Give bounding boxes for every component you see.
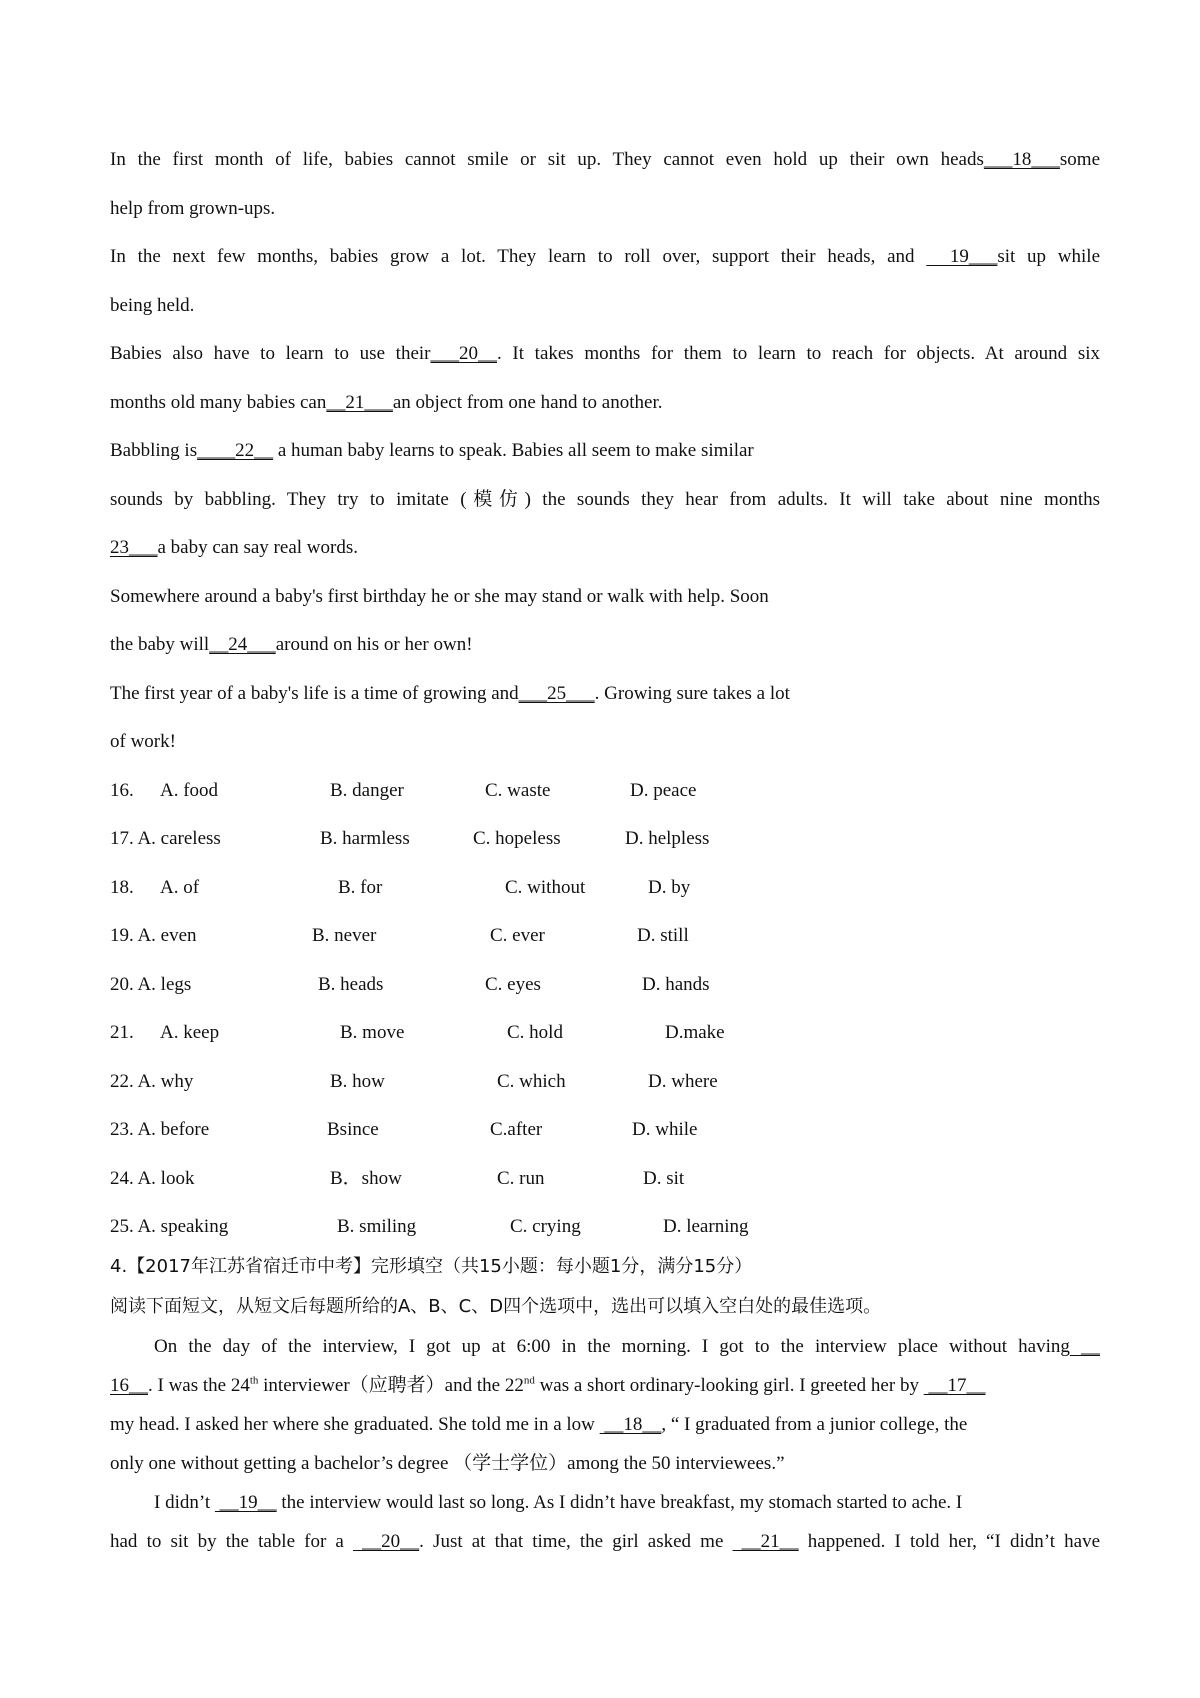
blank-17: __17__ <box>923 1375 986 1396</box>
option-choice: A. careless <box>137 828 221 849</box>
option-choice: B. harmless <box>320 828 410 849</box>
option-choice: A. why <box>137 1070 194 1092</box>
option-choice: C. ever <box>490 925 545 946</box>
passage-line <box>110 1491 1100 1530</box>
option-choice: D. still <box>637 925 689 946</box>
option-row <box>110 876 1100 925</box>
text: a human baby learns to speak. Babies all seem to make similar <box>273 440 754 461</box>
text: . It takes months for them to learn to reach for objects. At around six <box>496 343 1100 364</box>
text: The first year of a baby's life is a time of growing and <box>110 682 519 704</box>
blank-20: __20__ <box>353 1531 420 1552</box>
passage-line <box>110 148 1100 197</box>
text: In the first month of life, babies cannot smile or sit up. They cannot even hold up their own heads <box>110 149 984 170</box>
blank-19: 19___ <box>926 246 998 267</box>
passage-line: help from grown-ups. <box>110 197 276 219</box>
passage-line <box>110 439 1100 488</box>
option-choice: B. smiling <box>337 1216 417 1237</box>
passage-line <box>110 633 1100 682</box>
blank: __ <box>1069 1336 1100 1357</box>
option-row <box>110 973 1100 1022</box>
text: interviewer（应聘者）and the 22 <box>258 1375 524 1396</box>
option-choice: C. crying <box>510 1216 581 1237</box>
option-choice: C. which <box>497 1070 566 1092</box>
text: happened. I told her, “I didn’t have <box>798 1531 1101 1552</box>
text: the interview would last so long. As I didn’t have breakfast, my stomach started to ache. I <box>276 1492 963 1513</box>
option-choice: A. legs <box>137 973 192 995</box>
option-choice: D. where <box>648 1070 718 1092</box>
cloze-section-4 <box>110 1255 1100 1569</box>
text: had to sit by the table for a <box>110 1531 354 1552</box>
text: In the next few months, babies grow a lot. They learn to roll over, support their heads, and <box>110 246 927 267</box>
option-number: 22. <box>110 1070 134 1092</box>
section-instruction: 阅读下面短文，从短文后每题所给的A、B、C、D四个选项中，选出可以填入空白处的最佳选项。 <box>110 1296 882 1317</box>
option-choice: A. food <box>160 779 219 801</box>
text: . I was the 24 <box>148 1375 250 1396</box>
passage-line <box>110 391 1100 440</box>
option-choice: A. speaking <box>137 1216 229 1237</box>
option-choice: B. for <box>338 876 383 898</box>
option-row <box>110 924 1100 973</box>
option-choice: D. learning <box>663 1216 749 1237</box>
text: . Growing sure takes a lot <box>594 682 790 704</box>
blank-25: ___25___ <box>518 682 595 704</box>
option-label-group <box>110 1118 209 1142</box>
option-choice: Bsince <box>327 1119 379 1140</box>
option-choice: C. hopeless <box>473 828 561 849</box>
text: an object from one hand to another. <box>392 391 663 413</box>
option-choice: D. hands <box>642 973 710 995</box>
option-label-group <box>110 1215 228 1239</box>
option-choice: B. heads <box>318 973 384 995</box>
cloze-passage-1 <box>110 148 1100 1264</box>
passage-line <box>110 245 1100 294</box>
option-row <box>110 779 1100 828</box>
option-choice: D.make <box>665 1022 725 1043</box>
option-number: 25. <box>110 1216 134 1237</box>
blank-18: __18__ <box>599 1414 662 1435</box>
passage-line <box>110 1335 1100 1374</box>
text: around on his or her own! <box>275 634 473 655</box>
option-choice: B. never <box>312 925 377 946</box>
text: , “ I graduated from a junior college, the <box>661 1414 968 1435</box>
blank-21: __21___ <box>326 391 393 413</box>
passage-line <box>110 1530 1100 1569</box>
option-choice: A. keep <box>160 1022 220 1043</box>
section-heading: 4.【2017年江苏省宿迁市中考】完形填空（共15小题：每小题1分，满分15分） <box>110 1256 753 1277</box>
option-choice: B. move <box>340 1022 405 1043</box>
blank-22: ____22__ <box>197 440 274 461</box>
option-row <box>110 1167 1100 1216</box>
superscript: th <box>249 1374 259 1387</box>
blank-21: __21__ <box>732 1531 799 1552</box>
text: some <box>1059 149 1100 170</box>
option-choice: C. eyes <box>485 973 541 995</box>
blank-23: 23___ <box>110 537 158 558</box>
superscript: nd <box>523 1374 535 1387</box>
passage-line: of work! <box>110 731 176 752</box>
passage-line <box>110 536 1100 585</box>
option-choice: C. without <box>505 876 586 898</box>
text: months old many babies can <box>110 391 327 413</box>
option-row <box>110 1021 1100 1070</box>
option-label-group <box>110 1167 194 1191</box>
option-number: 21. <box>110 1022 134 1043</box>
text: my head. I asked her where she graduated. She told me in a low <box>110 1414 600 1435</box>
text: a baby can say real words. <box>157 537 358 558</box>
option-row <box>110 1070 1100 1119</box>
option-choice: A. before <box>137 1119 210 1140</box>
passage-line: being held. <box>110 294 195 316</box>
option-choice: B. danger <box>330 779 404 801</box>
text: the baby will <box>110 634 210 655</box>
blank-16: 16__ <box>110 1375 148 1396</box>
passage-line <box>110 682 1100 731</box>
passage-line <box>110 1413 1100 1452</box>
option-choice: D. peace <box>630 779 697 801</box>
text: was a short ordinary-looking girl. I greeted her by <box>534 1375 924 1396</box>
option-choice: C. waste <box>485 779 551 801</box>
option-choice: D. while <box>632 1119 698 1140</box>
option-number: 16. <box>110 779 134 801</box>
option-label-group <box>110 827 221 851</box>
option-row <box>110 827 1100 876</box>
option-number: 19. <box>110 925 134 946</box>
blank-18: ___18___ <box>983 149 1060 170</box>
option-number: 24. <box>110 1167 134 1189</box>
option-choice: A. even <box>137 925 197 946</box>
text: I didn’t <box>154 1492 215 1513</box>
text: Babbling is <box>110 440 198 461</box>
option-choice: A. of <box>160 876 200 898</box>
option-choice: A. look <box>137 1167 195 1189</box>
option-choice: C. run <box>497 1167 545 1189</box>
option-number: 20. <box>110 973 134 995</box>
blank-24: __24___ <box>209 634 276 655</box>
passage-line <box>110 342 1100 391</box>
passage-line <box>110 1374 1100 1413</box>
option-choice: D. by <box>648 876 691 898</box>
option-label-group <box>110 973 191 997</box>
option-number: 18. <box>110 876 134 898</box>
option-number: 23. <box>110 1119 134 1140</box>
text: . Just at that time, the girl asked me <box>419 1531 733 1552</box>
option-row <box>110 1118 1100 1167</box>
blank-19: __19__ <box>214 1492 277 1513</box>
text: Babies also have to learn to use their <box>110 343 431 364</box>
option-number: 17. <box>110 828 134 849</box>
text: On the day of the interview, I got up at 6:00 in the morning. I got to the interview place without having <box>154 1336 1070 1357</box>
answer-options <box>110 779 1100 1264</box>
option-choice: D. sit <box>643 1167 685 1189</box>
option-choice: B. how <box>330 1070 385 1092</box>
option-label-group <box>110 924 197 948</box>
option-choice: C.after <box>490 1119 543 1140</box>
blank-20: ___20__ <box>430 343 497 364</box>
passage-line: sounds by babbling. They try to imitate (模仿) the sounds they hear from adults. It will take about nine months <box>110 488 1100 510</box>
passage-line: only one without getting a bachelor’s degree （学士学位）among the 50 interviewees.” <box>110 1453 785 1474</box>
option-choice: C. hold <box>507 1022 563 1043</box>
text: sit up while <box>997 246 1101 267</box>
option-label-group <box>110 1070 193 1094</box>
option-choice: B．show <box>330 1167 402 1189</box>
option-choice: D. helpless <box>625 828 710 849</box>
passage-line: Somewhere around a baby's first birthday he or she may stand or walk with help. Soon <box>110 585 769 607</box>
